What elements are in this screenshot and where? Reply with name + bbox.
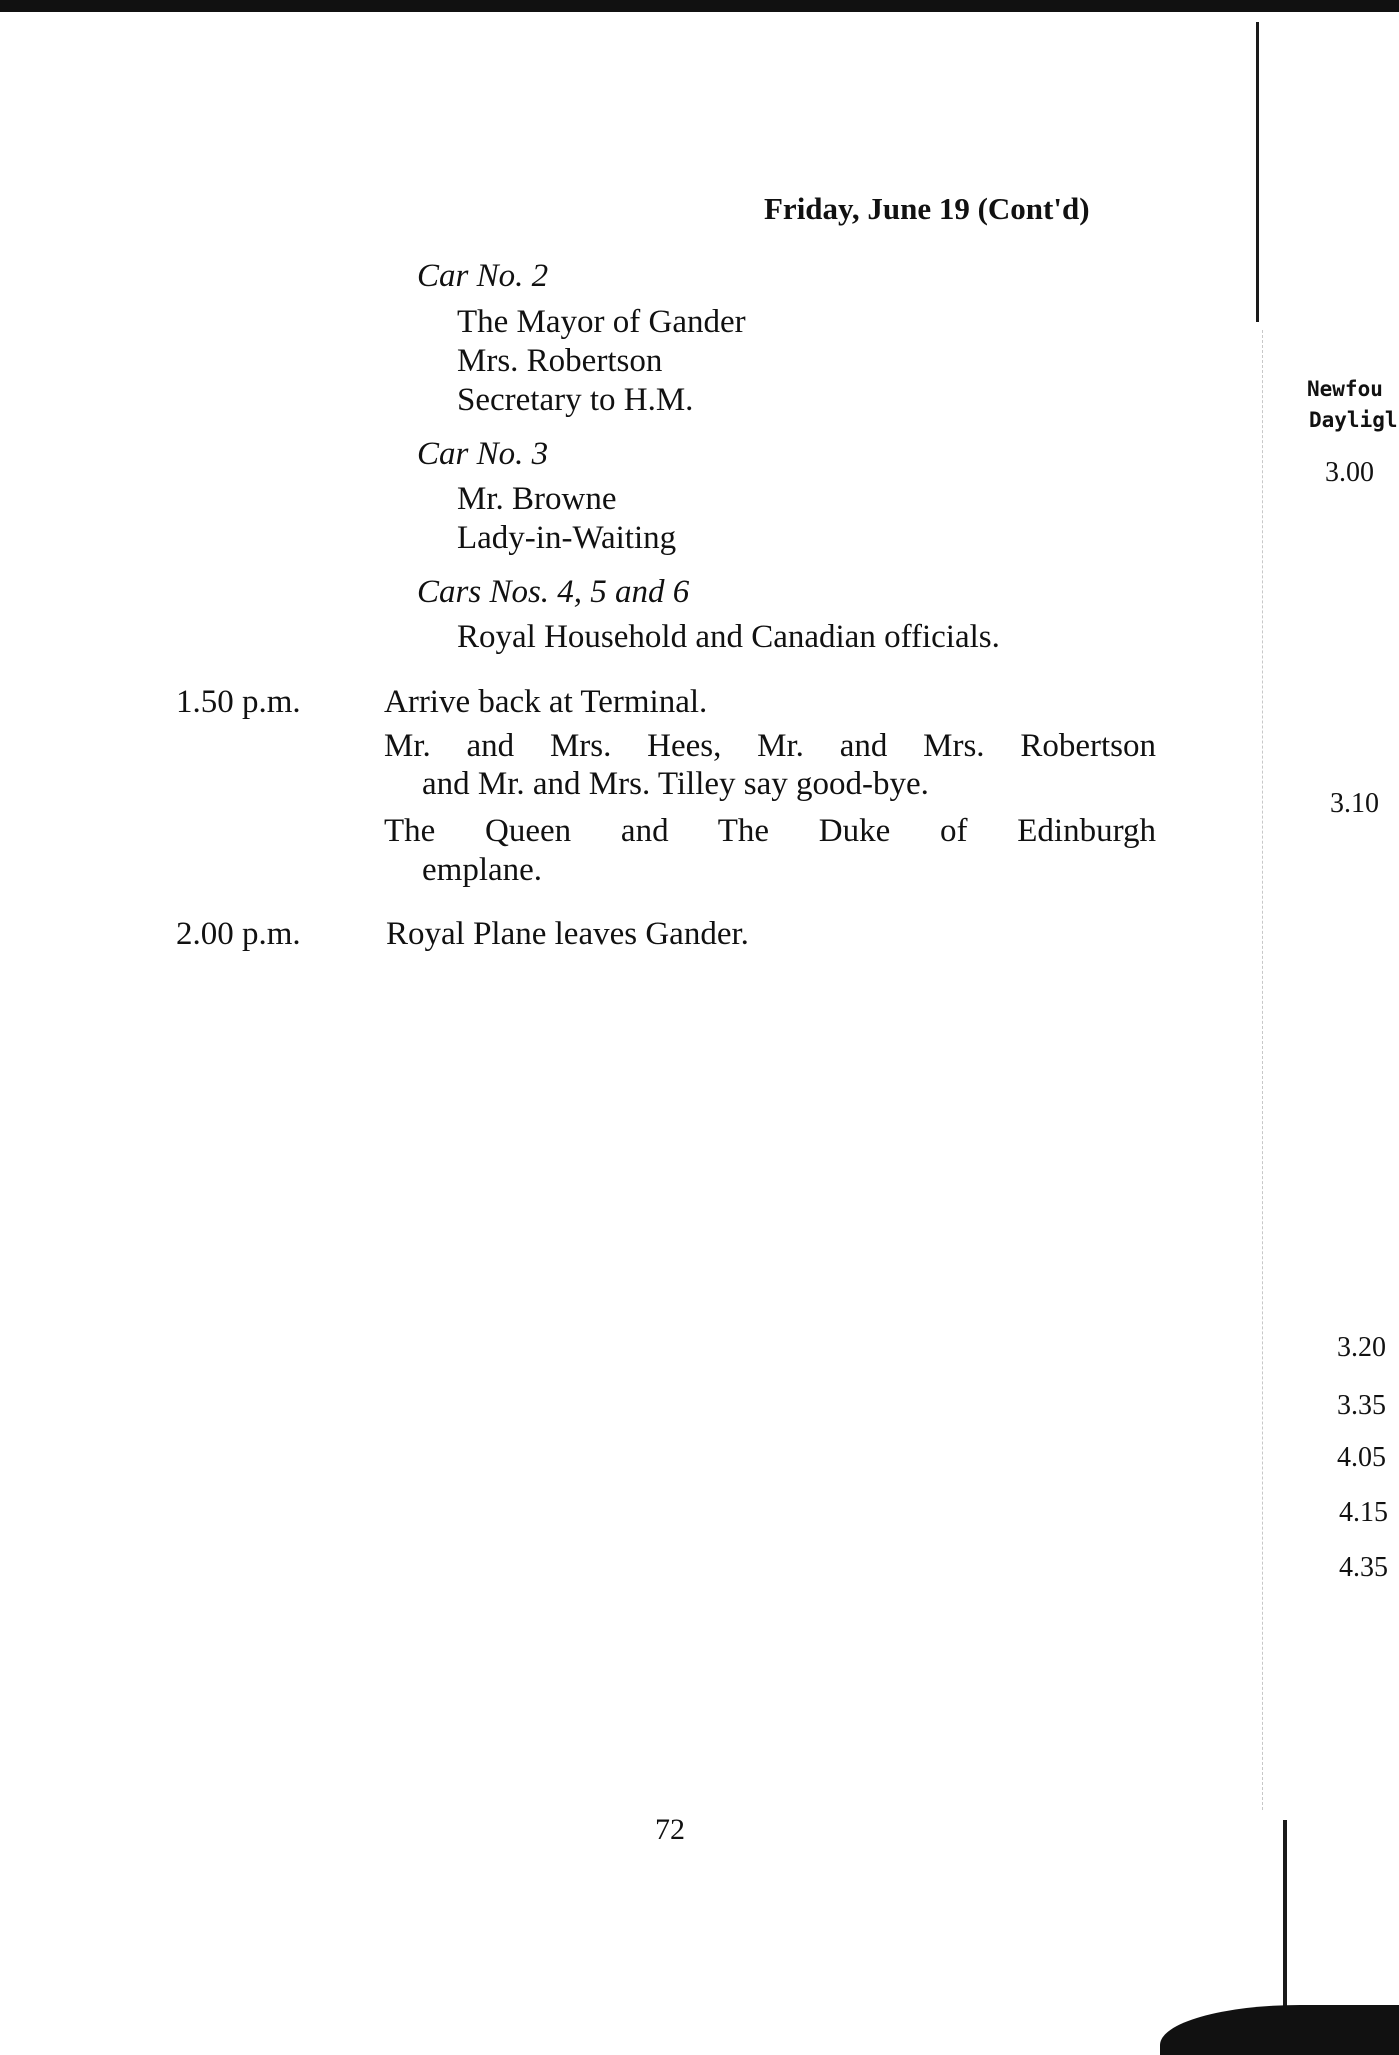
car-occupant: Lady-in-Waiting [457,520,677,556]
event-time: 1.50 p.m. [176,684,301,720]
event-time: 2.00 p.m. [176,916,301,952]
page-corner-shadow [1160,2005,1399,2055]
car-title: Car No. 2 [417,258,549,294]
facing-page-time: 3.20 [1337,1332,1386,1363]
facing-page-time: 4.15 [1339,1497,1388,1528]
event-line: Arrive back at Terminal. [384,684,708,720]
event-line: Royal Plane leaves Gander. [386,916,749,952]
facing-page-time: 3.00 [1325,457,1374,488]
gutter-fold [1262,330,1264,1810]
car-occupant: Royal Household and Canadian officials. [457,619,1000,655]
page-number: 72 [655,1813,685,1846]
page-header: Friday, June 19 (Cont'd) [764,191,1090,226]
car-title: Car No. 3 [417,436,549,472]
car-occupant: Mr. Browne [457,481,617,517]
facing-page-label: Dayligl [1309,408,1398,432]
facing-page-time: 4.05 [1337,1442,1386,1473]
event-line: emplane. [422,852,543,888]
event-line: The Queen and The Duke of Edinburgh [384,813,1156,849]
event-line: and Mr. and Mrs. Tilley say good-bye. [422,766,929,802]
facing-page-time: 3.35 [1337,1390,1386,1421]
top-page-edge [0,0,1399,12]
car-occupant: Mrs. Robertson [457,343,663,379]
event-line: Mr. and Mrs. Hees, Mr. and Mrs. Robertson [384,728,1156,764]
facing-page-time: 3.10 [1330,788,1379,819]
car-occupant: Secretary to H.M. [457,382,694,418]
gutter-edge-bottom [1283,1820,1287,2020]
car-title: Cars Nos. 4, 5 and 6 [417,574,690,610]
gutter-edge-top [1256,22,1259,322]
facing-page-time: 4.35 [1339,1552,1388,1583]
car-occupant: The Mayor of Gander [457,304,746,340]
facing-page-label: Newfou [1307,377,1383,401]
